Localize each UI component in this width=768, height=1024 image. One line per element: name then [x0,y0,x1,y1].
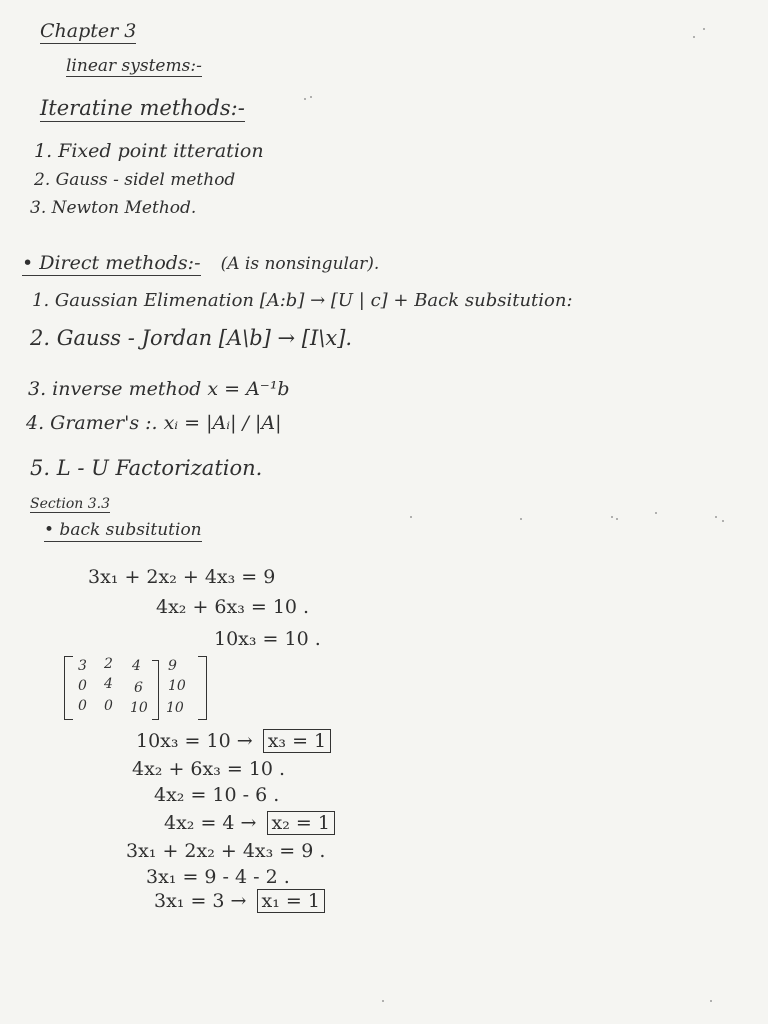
scan-speck [715,516,717,518]
solution-step-1 [136,730,331,752]
scan-speck [616,518,618,520]
solution-step-3: 4x₂ = 10 - 6 . [154,784,280,806]
augmented-matrix [64,656,210,722]
scan-speck [710,1000,712,1002]
matrix-cell: 0 [78,678,87,694]
iterative-item-3: 3. Newton Method. [30,198,197,218]
solution-step-4 [164,812,335,834]
solution-step-7-text: 3x₁ = 3 → [154,890,247,912]
matrix-cell: 4 [132,658,141,674]
result-x1-box: x₁ = 1 [257,889,325,913]
result-x2-box: x₂ = 1 [267,811,335,835]
equation-2: 4x₂ + 6x₃ = 10 . [156,596,310,618]
scan-speck [520,518,522,520]
section-topic [44,520,202,540]
scan-speck [703,28,705,30]
equation-1: 3x₁ + 2x₂ + 4x₃ = 9 [88,566,276,588]
matrix-separator-bracket [152,660,159,720]
equation-3: 10x₃ = 10 . [214,628,321,650]
matrix-cell: 6 [134,680,143,696]
direct-item-3: 3. inverse method x = A⁻¹b [28,378,290,400]
scan-speck [304,98,306,100]
matrix-cell: 0 [104,698,113,714]
matrix-cell: 10 [168,678,186,694]
solution-step-4-text: 4x₂ = 4 → [164,812,257,834]
solution-step-5: 3x₁ + 2x₂ + 4x₃ = 9 . [126,840,326,862]
direct-methods-heading [22,252,379,274]
direct-methods-heading-text: • Direct methods:- [22,252,201,274]
iterative-item-1: 1. Fixed point itteration [34,140,264,162]
direct-item-1: 1. Gaussian Elimenation [A:b] → [U | c] + Back subsitution: [32,290,573,311]
direct-item-5: 5. L - U Factorization. [30,456,263,480]
scan-speck [382,1000,384,1002]
solution-step-1-text: 10x₃ = 10 → [136,730,253,752]
matrix-cell: 10 [130,700,148,716]
matrix-cell: 9 [168,658,177,674]
direct-item-4: 4. Gramer's :. xᵢ = |Aᵢ| / |A| [26,412,282,434]
scan-speck [655,512,657,514]
scan-speck [310,96,312,98]
solution-step-2: 4x₂ + 6x₃ = 10 . [132,758,286,780]
matrix-cell: 10 [166,700,184,716]
iterative-item-2: 2. Gauss - sidel method [34,170,236,190]
direct-methods-note: (A is nonsingular). [220,254,380,274]
chapter-subtitle: linear systems:- [66,56,202,76]
solution-step-7 [154,890,325,912]
matrix-cell: 4 [104,676,113,692]
matrix-right-bracket [198,656,207,720]
matrix-cell: 3 [78,658,87,674]
section-label: Section 3.3 [30,496,110,512]
scan-speck [722,520,724,522]
scan-speck [611,516,613,518]
direct-item-2: 2. Gauss - Jordan [A\b] → [I\x]. [30,326,353,350]
iterative-methods-heading: Iteratine methods:- [40,96,245,120]
scan-speck [410,516,412,518]
section-topic-text: • back subsitution [44,520,202,540]
matrix-cell: 2 [104,656,113,672]
chapter-title: Chapter 3 [40,20,137,42]
matrix-cell: 0 [78,698,87,714]
result-x3-box: x₃ = 1 [263,729,331,753]
solution-step-6: 3x₁ = 9 - 4 - 2 . [146,866,290,888]
matrix-left-bracket [64,656,73,720]
scan-speck [693,36,695,38]
